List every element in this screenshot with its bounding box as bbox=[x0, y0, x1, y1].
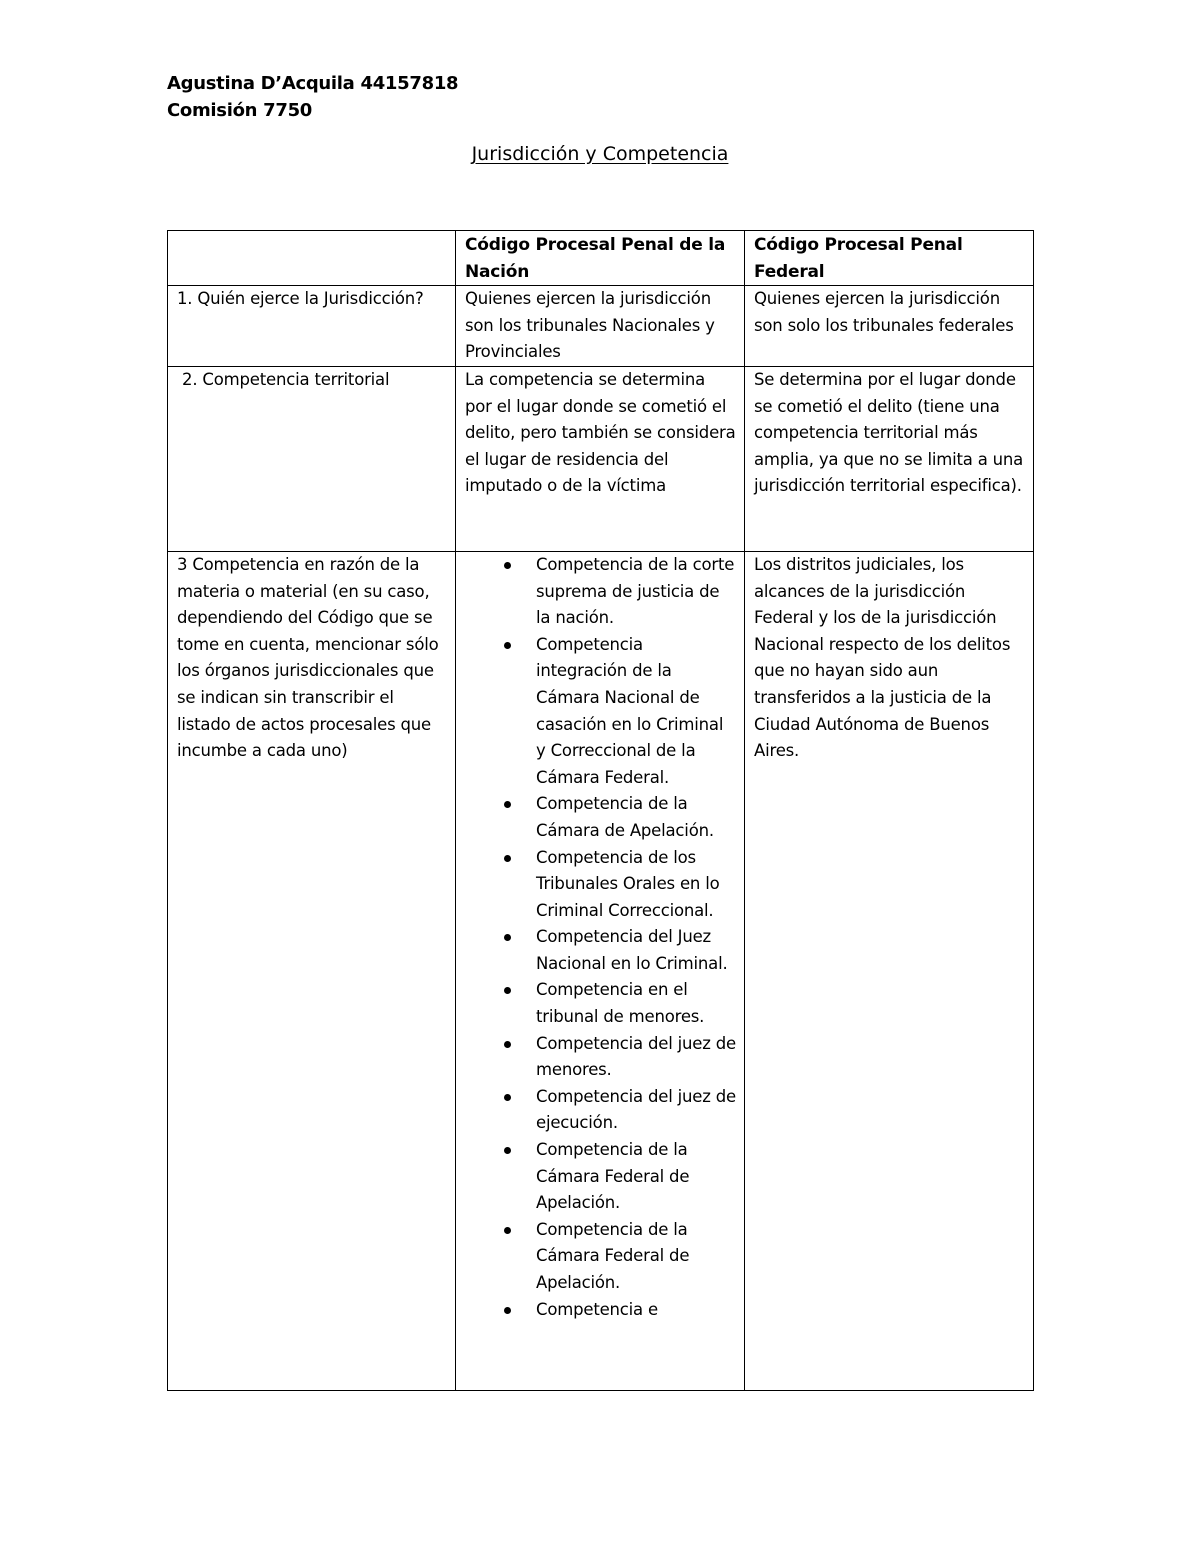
table-row bbox=[168, 551, 1034, 1390]
author-line: Agustina D’Acquila 44157818 bbox=[167, 73, 459, 94]
table-row bbox=[168, 286, 1034, 367]
list-item: Competencia en el tribunal de menores. bbox=[536, 977, 736, 1030]
header-cell-empty bbox=[168, 231, 456, 286]
list-item: Competencia e bbox=[536, 1297, 736, 1324]
competencia-list bbox=[465, 552, 736, 1323]
commission-line: Comisión 7750 bbox=[167, 100, 313, 121]
table-header-row bbox=[168, 231, 1034, 286]
comparison-table bbox=[167, 230, 1034, 1391]
list-item: Competencia de los Tribunales Orales en lo Criminal Correccional. bbox=[536, 845, 736, 925]
list-item: Competencia de la Cámara de Apelación. bbox=[536, 791, 736, 844]
row-label: 1. Quién ejerce la Jurisdicción? bbox=[168, 286, 456, 367]
list-item: Competencia del juez de menores. bbox=[536, 1031, 736, 1084]
row-label: 3 Competencia en razón de la materia o material (en su caso, dependiendo del Código que se tome en cuenta, mencionar sólo los órganos jurisdiccionales que se indican sin transcribir el listado de actos procesales que incumbe a cada uno) bbox=[168, 551, 456, 1390]
list-item: Competencia integración de la Cámara Nacional de casación en lo Criminal y Correccional de la Cámara Federal. bbox=[536, 632, 736, 792]
list-item: Competencia de la Cámara Federal de Apelación. bbox=[536, 1137, 736, 1217]
list-item: Competencia de la corte suprema de justicia de la nación. bbox=[536, 552, 736, 632]
header-cell-federal: Código Procesal Penal Federal bbox=[745, 231, 1034, 286]
list-item: Competencia de la Cámara Federal de Apelación. bbox=[536, 1217, 736, 1297]
row-label: 2. Competencia territorial bbox=[168, 366, 456, 551]
cell-nacion: Quienes ejercen la jurisdicción son los tribunales Nacionales y Provinciales bbox=[456, 286, 745, 367]
header-cell-nacion: Código Procesal Penal de la Nación bbox=[456, 231, 745, 286]
list-item: Competencia del Juez Nacional en lo Criminal. bbox=[536, 924, 736, 977]
list-item: Competencia del juez de ejecución. bbox=[536, 1084, 736, 1137]
document-header bbox=[167, 70, 458, 124]
cell-federal: Los distritos judiciales, los alcances de la jurisdicción Federal y los de la jurisdicción Nacional respecto de los delitos que no hayan sido aun transferidos a la justicia de la Ciudad Autónoma de Buenos Aires. bbox=[745, 551, 1034, 1390]
cell-nacion: La competencia se determina por el lugar donde se cometió el delito, pero también se considera el lugar de residencia del imputado o de la víctima bbox=[456, 366, 745, 551]
cell-federal: Quienes ejercen la jurisdicción son solo los tribunales federales bbox=[745, 286, 1034, 367]
table-row bbox=[168, 366, 1034, 551]
document-title: Jurisdicción y Competencia bbox=[471, 143, 729, 165]
cell-nacion bbox=[456, 551, 745, 1390]
cell-federal: Se determina por el lugar donde se cometió el delito (tiene una competencia territorial más amplia, ya que no se limita a una jurisdicción territorial especifica). bbox=[745, 366, 1034, 551]
